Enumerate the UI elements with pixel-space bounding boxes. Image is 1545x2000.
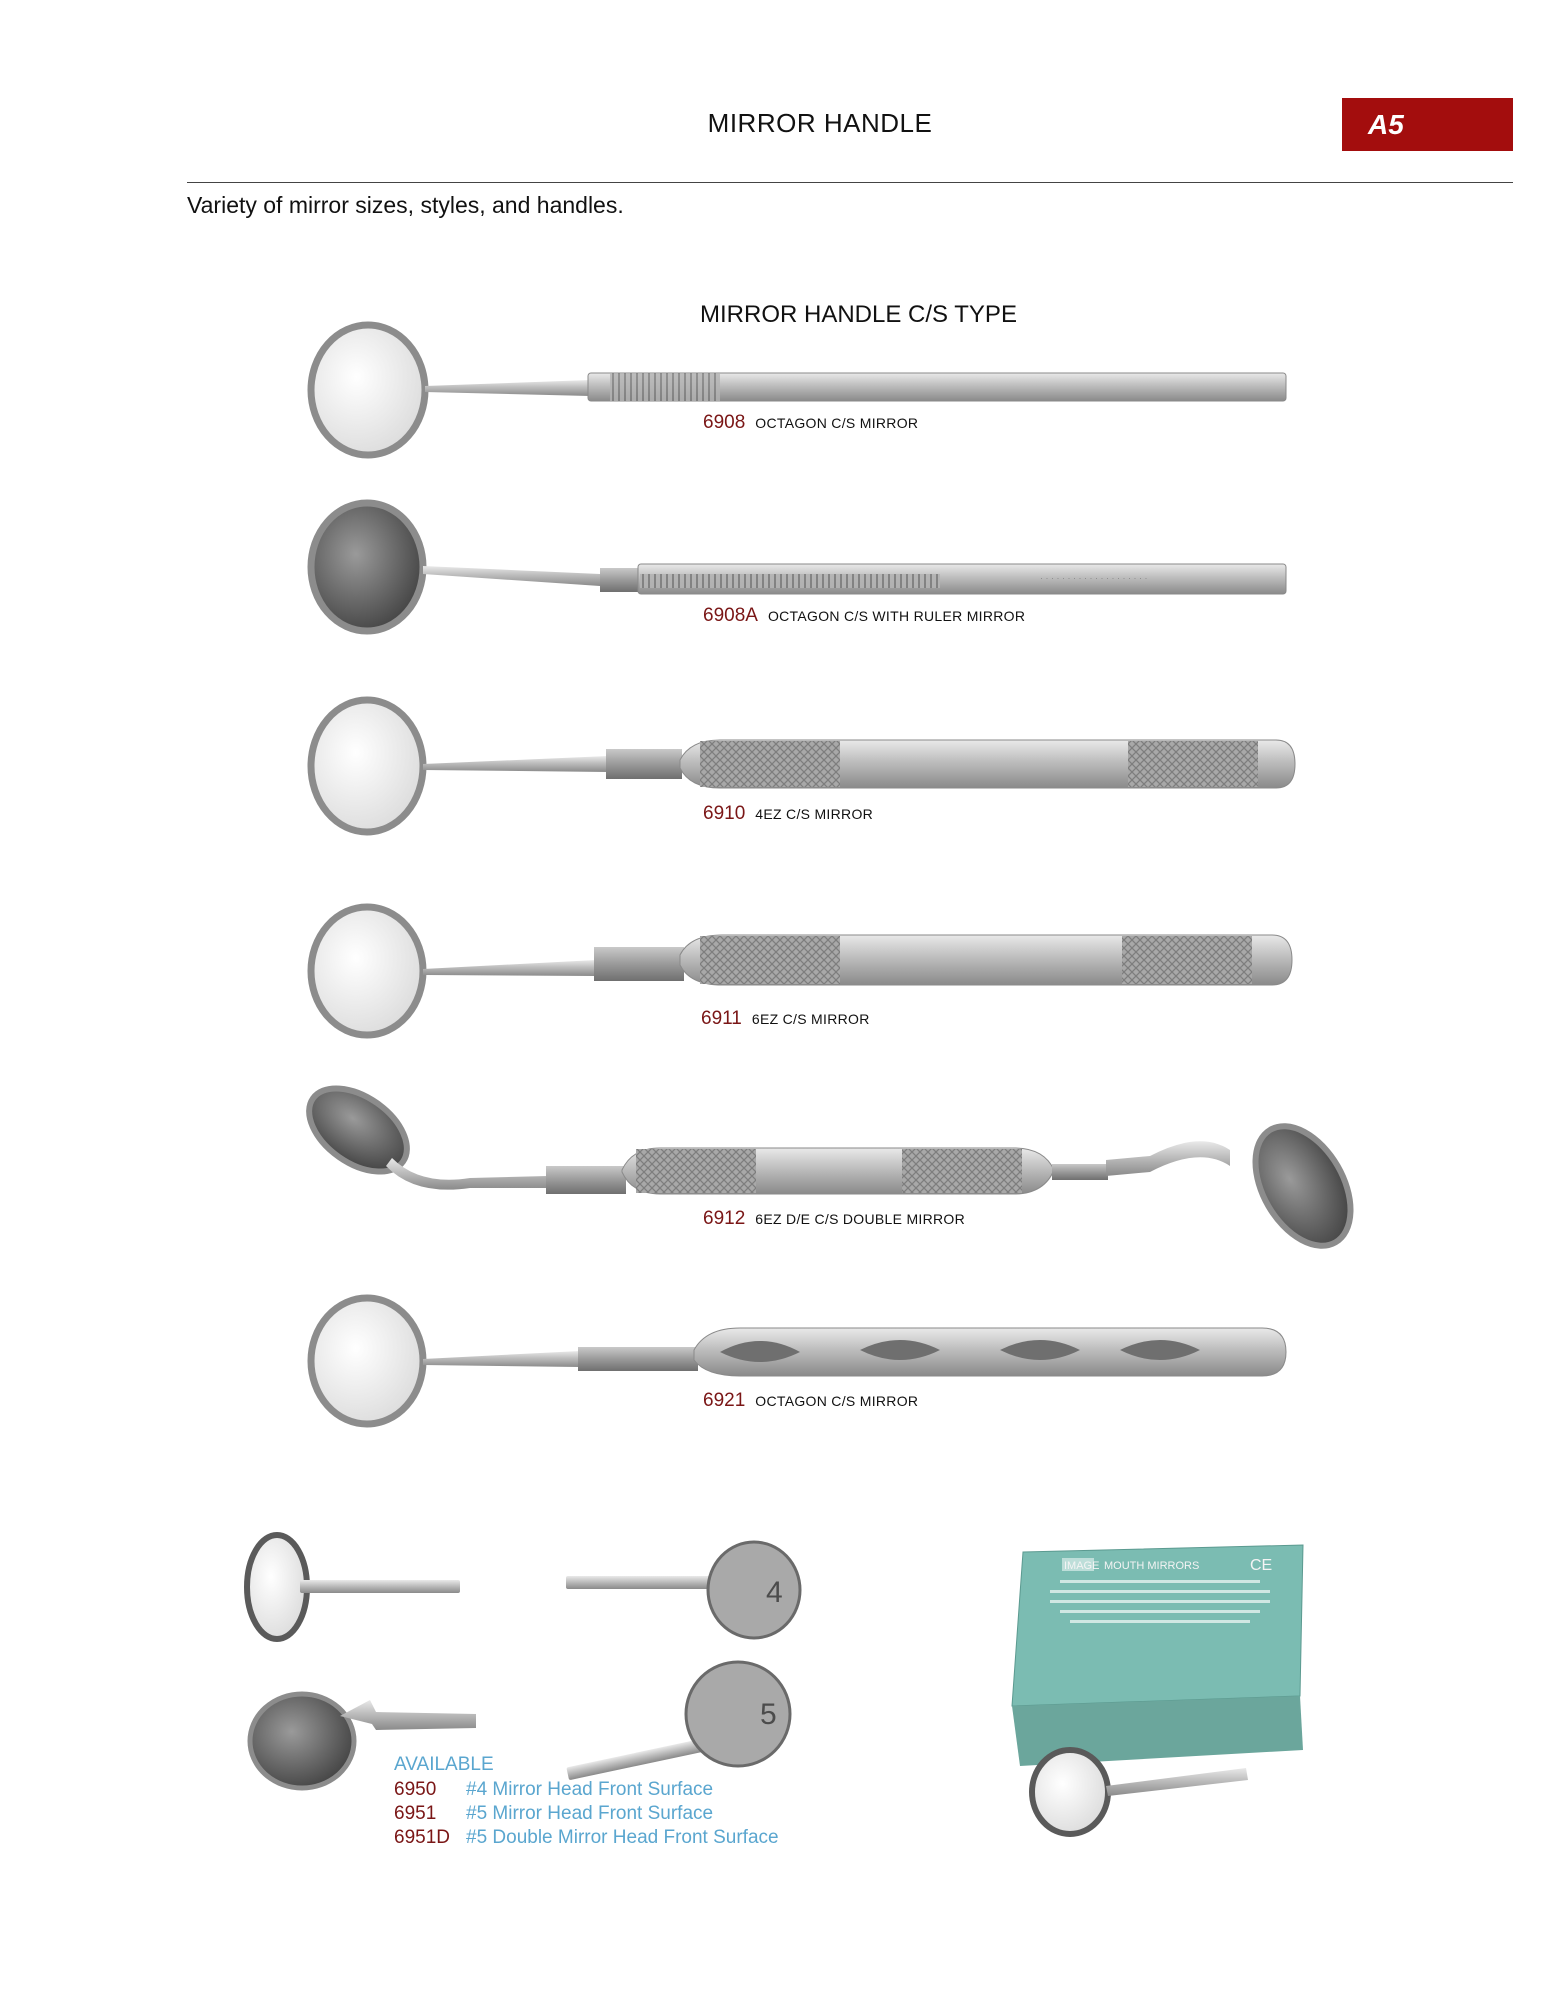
available-code: 6951D (394, 1827, 450, 1848)
product-code: 6911 (701, 1008, 742, 1029)
product-code: 6908A (703, 605, 758, 626)
intro-text: Variety of mirror sizes, styles, and handles. (187, 192, 624, 218)
instrument-6912 (294, 1071, 1370, 1262)
box-ce-mark: CE (1250, 1557, 1273, 1574)
product-caption-6908a (703, 605, 1025, 627)
product-description: 4EZ C/S MIRROR (755, 806, 874, 822)
section-title: MIRROR HANDLE C/S TYPE (700, 301, 1017, 328)
available-item-6951 (394, 1803, 713, 1825)
mirror-head-mark-4: 4 (766, 1576, 783, 1609)
product-description: 6EZ C/S MIRROR (751, 1011, 870, 1027)
available-item-6950 (394, 1779, 713, 1801)
page-title: MIRROR HANDLE (707, 108, 933, 138)
box-title: MOUTH MIRRORS (1104, 1560, 1200, 1572)
product-description: OCTAGON C/S MIRROR (755, 415, 919, 431)
svg-text:· · · · · · · · · · · · · · ·: · · · · · · · · · · · · · · · · · · · · (1040, 573, 1148, 583)
available-description: #5 Double Mirror Head Front Surface (466, 1827, 779, 1848)
product-description: OCTAGON C/S WITH RULER MIRROR (767, 608, 1026, 624)
product-caption-6910 (703, 803, 873, 825)
available-description: #5 Mirror Head Front Surface (466, 1803, 714, 1824)
product-caption-6921 (703, 1390, 918, 1412)
available-code: 6950 (394, 1779, 437, 1800)
product-code: 6912 (703, 1208, 746, 1229)
available-code: 6951 (394, 1803, 437, 1824)
box-brand: IMAGE (1064, 1560, 1100, 1572)
mirror-head-mark-5: 5 (760, 1698, 777, 1731)
product-code: 6921 (703, 1390, 746, 1411)
mirror-head-samples (247, 1535, 800, 1788)
product-code: 6908 (703, 412, 746, 433)
mouth-mirrors-box (1012, 1545, 1303, 1834)
product-caption-6912 (703, 1208, 965, 1230)
available-description: #4 Mirror Head Front Surface (466, 1779, 714, 1800)
available-item-6951d (394, 1827, 779, 1849)
product-caption-6911 (701, 1008, 870, 1030)
product-description: 6EZ D/E C/S DOUBLE MIRROR (755, 1211, 966, 1227)
available-heading: AVAILABLE (394, 1754, 494, 1775)
product-code: 6910 (703, 803, 746, 824)
product-caption-6908 (703, 412, 918, 434)
instrument-6908 (311, 325, 1286, 455)
product-description: OCTAGON C/S MIRROR (755, 1393, 919, 1409)
page-badge: A5 (1342, 98, 1513, 151)
